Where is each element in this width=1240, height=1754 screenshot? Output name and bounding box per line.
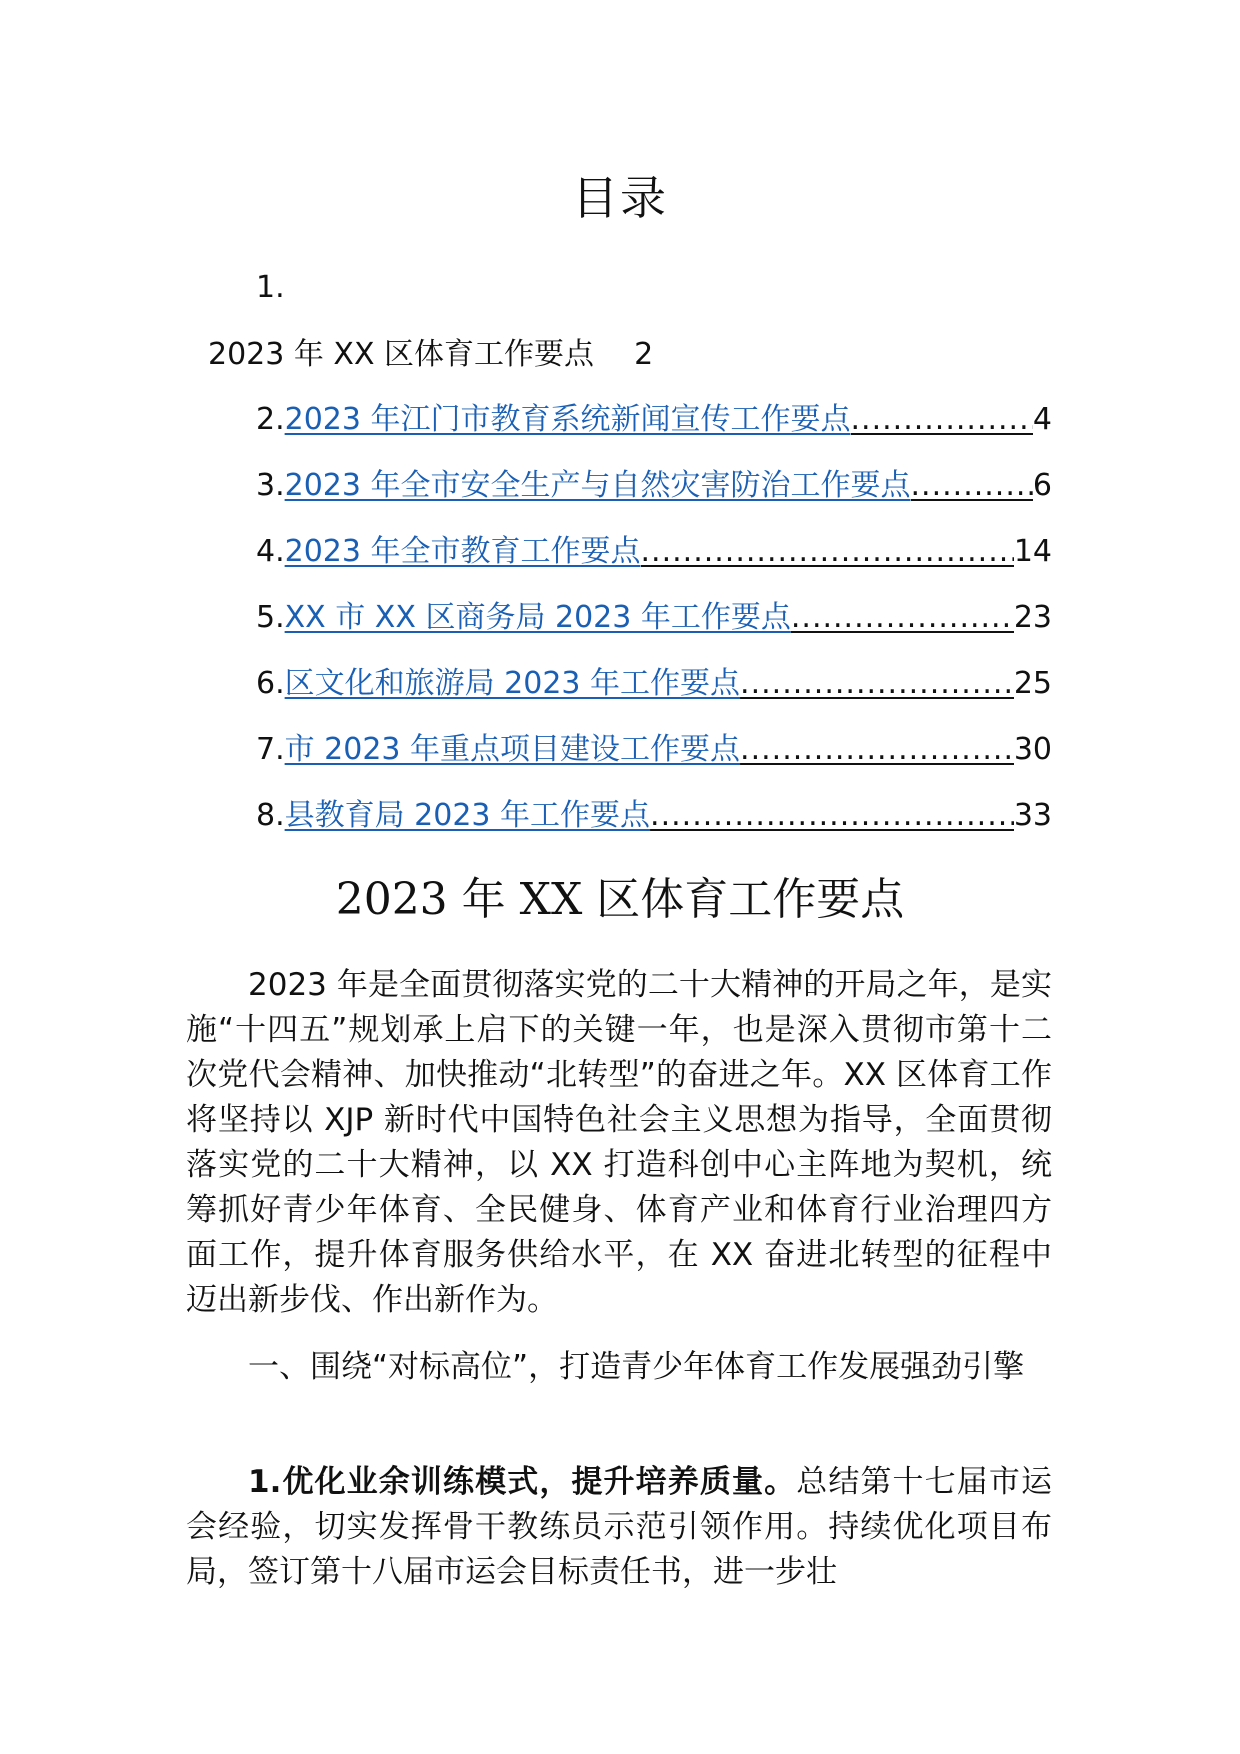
toc-entry-link[interactable]: 2023 年全市教育工作要点 [284, 534, 641, 569]
toc-entry-link[interactable]: 2023 年江门市教育系统新闻宣传工作要点 [284, 402, 851, 437]
toc-entry-1-page: 2 [634, 337, 654, 372]
toc-entry-number: 6. [256, 666, 285, 701]
toc-entry-page: 30 [1013, 732, 1052, 767]
toc-entry-page: 23 [1013, 600, 1052, 635]
toc-leader-dots [791, 598, 1014, 638]
item-text: 总结第十七届市运会经验，切实发挥骨干教练员示范引领作用。持续优化项目布局，签订第十八届市运会目标责任书，进一步壮 [186, 1464, 1052, 1590]
toc-entry-number: 7. [256, 732, 285, 767]
toc-entry-number: 8. [256, 798, 285, 833]
toc-entry-number: 3. [256, 468, 285, 503]
toc-title: 目录 [572, 171, 668, 225]
toc-entry-1-label: 2023 年 XX 区体育工作要点 [208, 337, 595, 372]
toc-entry-page: 14 [1013, 534, 1052, 569]
toc-entry-number: 5. [256, 600, 285, 635]
toc-entry-link[interactable]: 县教育局 2023 年工作要点 [284, 798, 651, 833]
toc-entry-5 [256, 598, 1052, 664]
toc-entry-7 [256, 730, 1052, 796]
toc-entry-2 [256, 400, 1052, 466]
toc-entry-6 [256, 664, 1052, 730]
toc-entry-page: 6 [1032, 468, 1052, 503]
item-paragraph [186, 1460, 1052, 1595]
toc-leader-dots [641, 532, 1014, 572]
article-title: 2023 年 XX 区体育工作要点 [335, 874, 905, 925]
toc-entry-link[interactable]: XX 市 XX 区商务局 2023 年工作要点 [284, 600, 791, 635]
toc-list [256, 400, 1052, 862]
toc-leader-dots [650, 796, 1014, 836]
toc-entry-link[interactable]: 区文化和旅游局 2023 年工作要点 [284, 666, 741, 701]
toc-entry-8 [256, 796, 1052, 862]
toc-leader-dots [740, 664, 1014, 704]
item-lead: 1.优化业余训练模式，提升培养质量。 [248, 1464, 797, 1500]
toc-entry-3 [256, 466, 1052, 532]
intro-paragraph: 2023 年是全面贯彻落实党的二十大精神的开局之年，是实施“十四五”规划承上启下的关键一年，也是深入贯彻市第十二次党代会精神、加快推动“北转型”的奋进之年。XX 区体育工作将坚持以 XJP 新时代中国特色社会主义思想为指导，全面贯彻落实党的二十大精神，以 XX 打造科创中心主阵地为契机，统筹抓好青少年体育、全民健身、体育产业和体育行业治理四方面工作，提升体育服务供给水平，在 XX 奋进北转型的征程中迈出新步伐、作出新作为。 [186, 967, 1052, 1318]
toc-leader-dots [740, 730, 1014, 770]
toc-entry-1-number: 1. [256, 270, 285, 305]
toc-entry-number: 4. [256, 534, 285, 569]
section-heading: 一、围绕“对标高位”，打造青少年体育工作发展强劲引擎 [248, 1349, 1025, 1385]
toc-entry-page: 33 [1013, 798, 1052, 833]
toc-entry-number: 2. [256, 402, 285, 437]
toc-leader-dots [911, 466, 1033, 506]
toc-entry-link[interactable]: 2023 年全市安全生产与自然灾害防治工作要点 [284, 468, 911, 503]
toc-entry-1 [208, 335, 653, 375]
toc-leader-dots [851, 400, 1033, 440]
toc-entry-4 [256, 532, 1052, 598]
toc-entry-page: 4 [1032, 402, 1052, 437]
toc-entry-page: 25 [1013, 666, 1052, 701]
toc-entry-link[interactable]: 市 2023 年重点项目建设工作要点 [284, 732, 741, 767]
